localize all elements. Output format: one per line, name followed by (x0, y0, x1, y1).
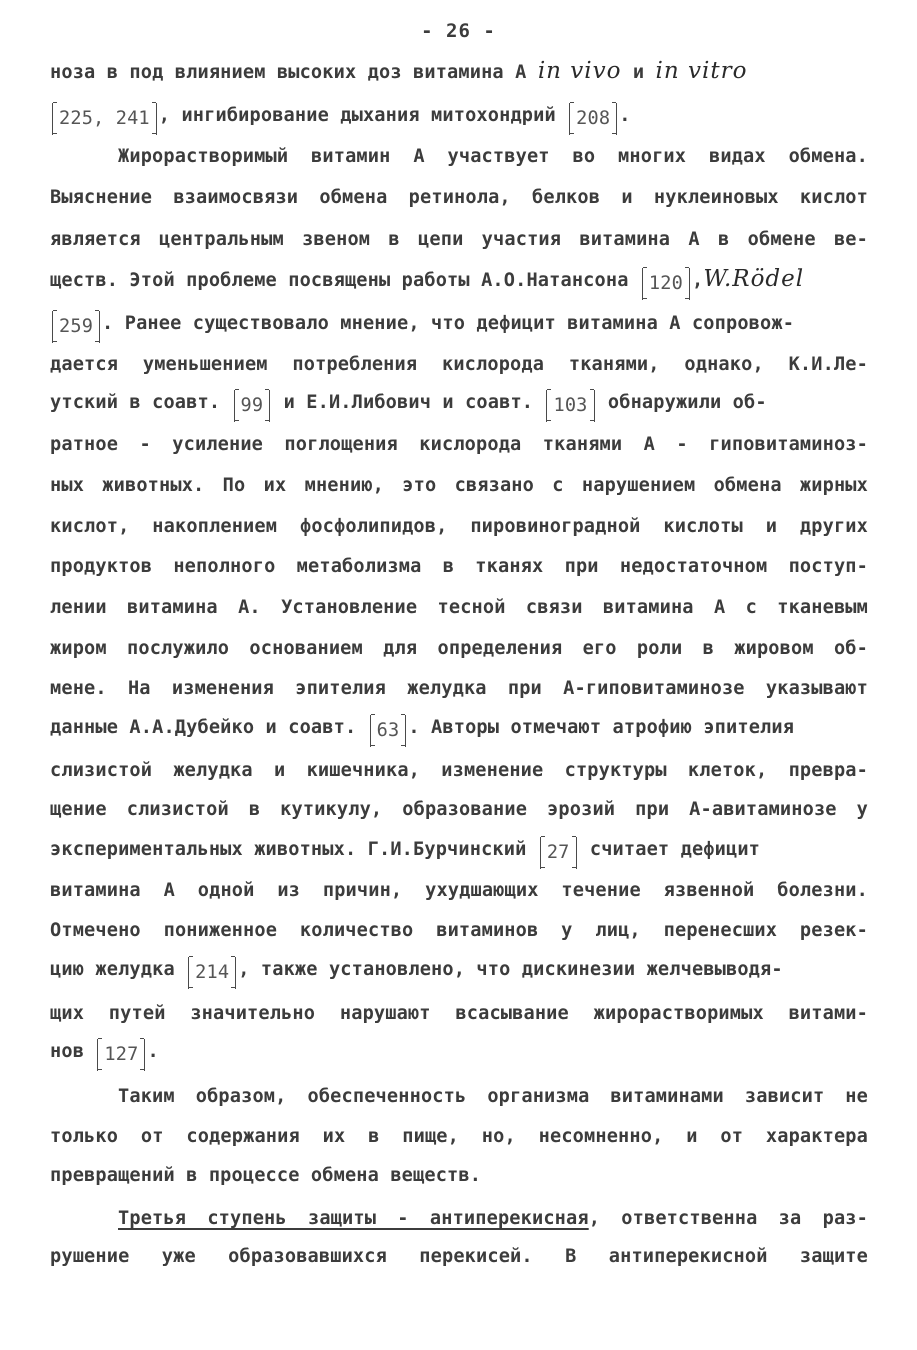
citation-reference: 27 (540, 837, 577, 869)
text-fragment: . (619, 105, 631, 126)
text-line (50, 712, 794, 744)
text-line (50, 1036, 159, 1068)
text-fragment: , ингибирование дыхания митохондрий (158, 105, 568, 126)
text-line (50, 834, 760, 866)
text-line: ратное - усиление поглощения кислорода тканями А - гиповитаминоз- (50, 434, 868, 455)
text-line: щих путей значительно нарушают всасывание жирорастворимых витами- (50, 1003, 868, 1024)
citation-reference: 208 (569, 103, 617, 135)
text-line: ных животных. По их мнению, это связано с нарушением обмена жирных (50, 475, 868, 496)
citation-reference: 225, 241 (52, 103, 157, 135)
text-line: щение слизистой в кутикулу, образование эрозий при А-авитаминозе у (50, 799, 868, 820)
text-line (50, 100, 631, 132)
handwritten-annotation: in vitro (655, 58, 748, 84)
citation-reference: 259 (52, 311, 100, 343)
text-line: рушение уже образовавшихся перекисей. В антиперекисной защите (50, 1246, 868, 1267)
text-line: Отмечено пониженное количество витаминов у лиц, перенесших резек- (50, 920, 868, 941)
handwritten-annotation: in vivo (537, 58, 622, 84)
citation-reference: 214 (188, 957, 236, 989)
citation-reference: 120 (642, 268, 690, 300)
text-line: дается уменьшением потребления кислорода тканями, однако, К.И.Ле- (50, 354, 868, 375)
handwritten-annotation: W.Rödel (703, 266, 805, 292)
text-fragment: и Е.И.Либович и соавт. (272, 392, 545, 413)
text-fragment: , также установлено, что дискинезии желчевыводя- (238, 959, 783, 980)
text-fragment: экспериментальных животных. Г.И.Бурчинский (50, 839, 538, 860)
text-line: является центральным звеном в цепи участия витамина А в обмене ве- (50, 229, 868, 250)
paragraph-first-line: Жирорастворимый витамин А участвует во многих видах обмена. (118, 146, 868, 167)
text-line (50, 58, 747, 86)
text-fragment: . (147, 1041, 159, 1062)
page-number: - 26 - (421, 20, 496, 42)
citation-reference: 63 (370, 715, 407, 747)
text-fragment: , ответственна за раз- (588, 1208, 868, 1229)
text-line (50, 387, 767, 419)
text-fragment: ноза в под влиянием высоких доз витамина А (50, 62, 538, 83)
paragraph-first-line (118, 1206, 868, 1232)
text-line: слизистой желудка и кишечника, изменение структуры клеток, превра- (50, 760, 868, 781)
text-fragment: считает дефицит (578, 839, 761, 860)
citation-reference: 99 (234, 390, 271, 422)
text-fragment: утский в соавт. (50, 392, 232, 413)
citation-reference: 127 (97, 1039, 145, 1071)
text-line: Выяснение взаимосвязи обмена ретинола, белков и нуклеиновых кислот (50, 187, 868, 208)
text-fragment: и (621, 62, 656, 83)
text-line: мене. На изменения эпителия желудка при А-гиповитаминозе указывают (50, 678, 868, 699)
section-heading-underlined: Третья ступень защиты - антиперекисная (118, 1208, 589, 1229)
text-line: витамина А одной из причин, ухудшающих течение язвенной болезни. (50, 880, 868, 901)
text-line (50, 265, 804, 297)
text-fragment: обнаружили об- (596, 392, 767, 413)
paragraph-first-line: Таким образом, обеспеченность организма витаминами зависит не (118, 1086, 868, 1107)
citation-reference: 103 (546, 390, 594, 422)
text-fragment: нов (50, 1041, 96, 1062)
text-fragment: данные А.А.Дубейко и соавт. (50, 717, 368, 738)
text-line (50, 954, 783, 986)
text-line: кислот, накоплением фосфолипидов, пировиноградной кислоты и других (50, 516, 868, 537)
text-fragment: цию желудка (50, 959, 187, 980)
text-line: жиром послужило основанием для определения его роли в жировом об- (50, 638, 868, 659)
text-line: лении витамина А. Установление тесной связи витамина А с тканевым (50, 597, 868, 618)
text-fragment: , (691, 270, 704, 291)
text-line (50, 308, 794, 340)
text-line: превращений в процессе обмена веществ. (50, 1165, 482, 1186)
text-fragment: ществ. Этой проблеме посвящены работы А.О.Натансона (50, 270, 640, 291)
text-line: продуктов неполного метаболизма в тканях при недостаточном поступ- (50, 556, 868, 577)
text-fragment: . Ранее существовало мнение, что дефицит витамина А сопровож- (102, 313, 795, 334)
text-fragment: . Авторы отмечают атрофию эпителия (408, 717, 795, 738)
text-line: только от содержания их в пище, но, несомненно, и от характера (50, 1126, 868, 1147)
